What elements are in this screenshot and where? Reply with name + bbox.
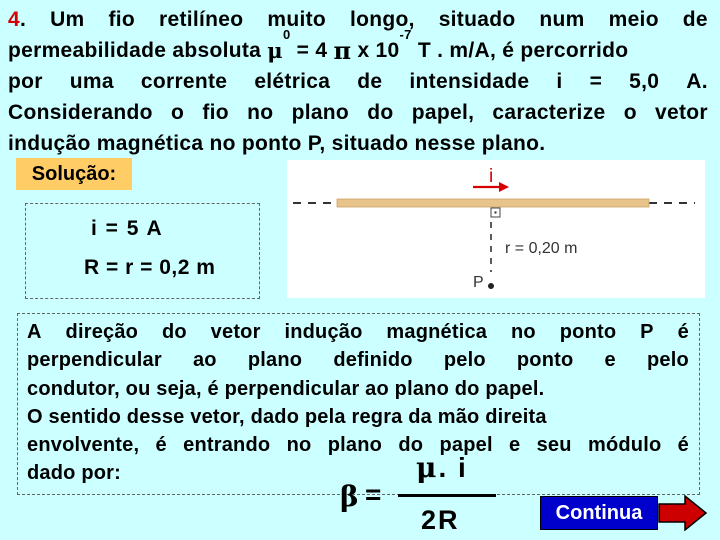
answer-line-2 [27, 346, 689, 374]
word: ao [192, 349, 217, 372]
word: P [640, 321, 654, 343]
word: vetor [655, 101, 708, 124]
word: de [682, 8, 708, 31]
answer-line-4 [27, 403, 689, 431]
wire-figure [287, 160, 705, 298]
word: no [286, 434, 312, 457]
word: elétrica [254, 70, 331, 93]
question-line-2 [8, 27, 708, 66]
word: é [677, 434, 689, 457]
word: indução [284, 321, 363, 343]
word: do [367, 101, 394, 124]
question-line-1 [8, 4, 708, 35]
question-line-3 [8, 66, 708, 97]
word: num [539, 8, 585, 31]
word: módulo [587, 434, 662, 457]
word: do [161, 321, 187, 343]
word: direção [65, 321, 139, 343]
word: plano [327, 434, 383, 457]
word: papel [439, 434, 493, 457]
formula-beta: β [340, 480, 359, 513]
formula-numerator [416, 451, 468, 485]
word: 5,0 [629, 70, 660, 93]
answer-text-line: dado por: [27, 462, 122, 485]
solution-label: Solução: [16, 158, 132, 190]
given-radius: R = r = 0,2 m [84, 256, 216, 279]
answer-line-3 [27, 375, 689, 403]
wire-diagram [287, 160, 705, 298]
answer-line-1 [27, 318, 689, 346]
word: e [509, 434, 521, 457]
wire [337, 199, 649, 207]
question-number: 4 [8, 8, 20, 31]
formula-numerator-rest: . i [438, 452, 468, 483]
arrow-right-icon[interactable] [658, 495, 708, 531]
word: ponto [516, 349, 574, 372]
question [8, 4, 708, 159]
word: retilíneo [159, 8, 244, 31]
given-current: i = 5 A [91, 217, 164, 240]
times-ten: x 10 [351, 39, 400, 62]
word: longo, [349, 8, 415, 31]
word: é [677, 321, 689, 343]
word: e [604, 349, 616, 372]
word: plano [247, 349, 303, 372]
formula-mu: μ [416, 451, 439, 484]
equals-four: = 4 [290, 39, 334, 62]
word: fio [108, 8, 136, 31]
word: Considerando [8, 101, 153, 124]
pi-symbol: π [333, 36, 352, 65]
word: o [623, 101, 637, 124]
word: definido [333, 349, 413, 372]
current-label: i [489, 166, 494, 187]
word: é [155, 434, 167, 457]
word: pelo [646, 349, 689, 372]
word: meio [608, 8, 659, 31]
question-last-line: indução magnética no ponto P, situado nesse plano. [8, 132, 546, 155]
word: magnética [386, 321, 488, 343]
word: vetor [210, 321, 261, 343]
word: perpendicular [27, 349, 162, 372]
word: A. [686, 70, 708, 93]
word: no [511, 321, 536, 343]
formula-equals: = [365, 479, 382, 510]
given-box [25, 203, 260, 299]
word: envolvente, [27, 434, 140, 457]
word: muito [267, 8, 326, 31]
answer-line-5 [27, 431, 689, 459]
current-arrow-head [499, 182, 509, 192]
point-p [488, 283, 494, 289]
word: no [247, 101, 274, 124]
word: de [357, 70, 383, 93]
word: plano [291, 101, 350, 124]
question-number-dot: . [19, 8, 27, 31]
word: ponto [559, 321, 617, 343]
word: papel, [411, 101, 475, 124]
formula-denominator: 2R [421, 505, 460, 535]
word: A [27, 321, 42, 343]
answer-text [27, 318, 689, 488]
foot-dot [494, 211, 496, 213]
answer-text-line: O sentido desse vetor, dado pela regra da mão direita [27, 405, 547, 428]
word: uma [69, 70, 114, 93]
word: entrando [183, 434, 271, 457]
word: o [170, 101, 185, 124]
units-text: T . m/A, é percorrido [411, 39, 629, 62]
mu-symbol: μ [267, 38, 283, 63]
word: corrente [140, 70, 228, 93]
answer-box [17, 313, 700, 495]
word: por [8, 70, 43, 93]
word: pelo [443, 349, 486, 372]
point-label: P [473, 274, 484, 291]
answer-text-line: condutor, ou seja, é perpendicular ao plano do papel. [27, 377, 545, 400]
fraction-bar [398, 494, 496, 497]
question-line-5 [8, 128, 708, 159]
word: caracterize [492, 101, 606, 124]
mu-subscript: 0 [282, 27, 291, 42]
word: Um [50, 8, 85, 31]
word: fio [202, 101, 229, 124]
word: situado [438, 8, 516, 31]
exponent: -7 [399, 27, 412, 42]
continue-button[interactable]: Continua [540, 496, 658, 530]
word: = [589, 70, 603, 93]
word: seu [536, 434, 572, 457]
word: do [398, 434, 424, 457]
word: i [556, 70, 563, 93]
permeability-text: permeabilidade absoluta [8, 39, 268, 62]
word: intensidade [409, 70, 530, 93]
question-line-4 [8, 97, 708, 128]
distance-label: r = 0,20 m [505, 240, 578, 257]
